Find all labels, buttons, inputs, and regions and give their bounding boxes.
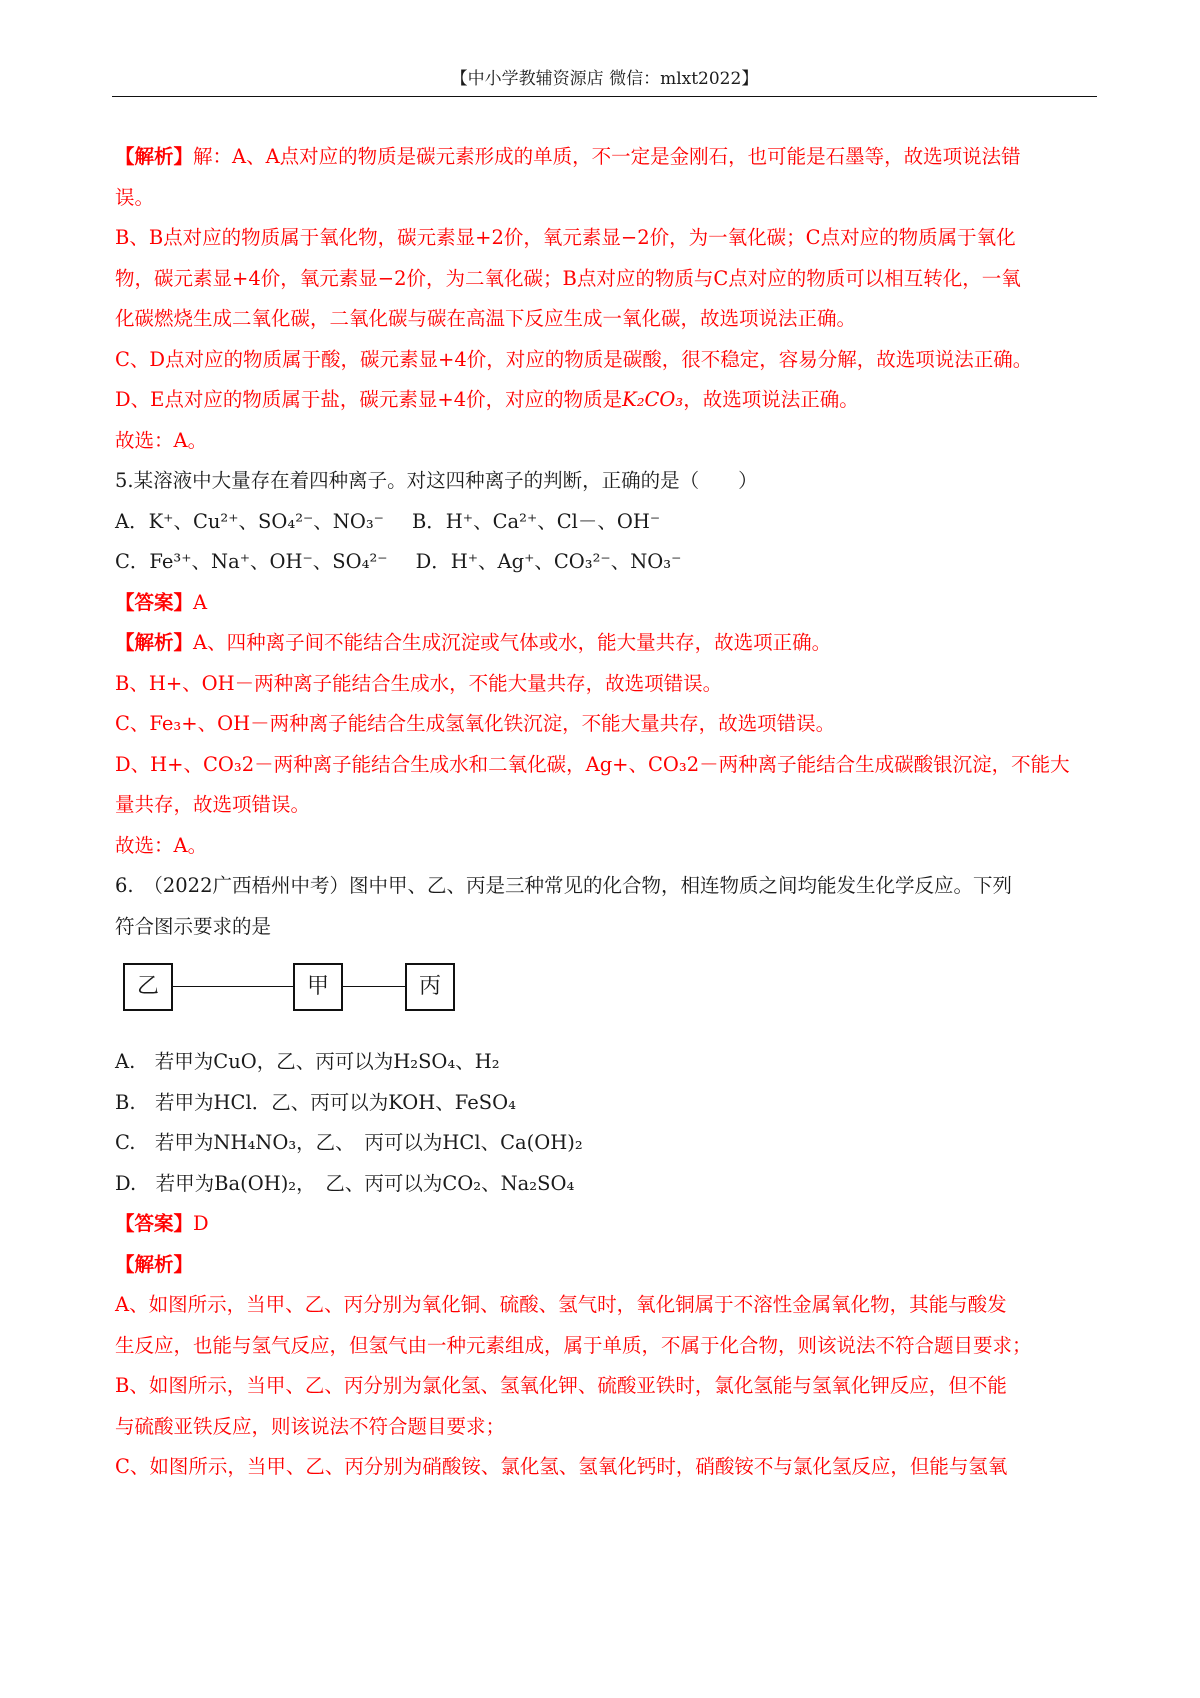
analysis-tag: 【解析】 — [115, 145, 194, 168]
q4-choice: 故选：A。 — [115, 428, 208, 452]
q5-option-c: C．Fe³⁺、Na⁺、OH⁻、SO₄²⁻ — [115, 550, 388, 573]
q6-stem-line-1: 6. （2022广西梧州中考）图中甲、乙、丙是三种常见的化合物，相连物质之间均能发生化学反应。下列 — [115, 874, 1012, 897]
q6-stem-line-2: 符合图示要求的是 — [115, 914, 272, 938]
q4-option-c-line: C、D点对应的物质属于酸，碳元素显+4价，对应的物质是碳酸，很不稳定，容易分解，故选项说法正确。 — [115, 347, 1033, 371]
answer-value: D — [193, 1212, 209, 1235]
q6-analysis-b-1: B、如图所示，当甲、乙、丙分别为氯化氢、氢氧化钾、硫酸亚铁时，氯化氢能与氢氧化钾反应，但不能 — [115, 1374, 1007, 1397]
analysis-tag: 【解析】 — [115, 631, 194, 654]
answer-tag: 【答案】 — [115, 1212, 194, 1235]
q5-option-a: A．K⁺、Cu²⁺、SO₄²⁻、NO₃⁻ — [115, 509, 384, 533]
q5-analysis-b: B、H+、OH－两种离子能结合生成水，不能大量共存，故选项错误。 — [115, 671, 723, 695]
diagram-connector-left — [173, 986, 293, 987]
answer-tag: 【答案】 — [115, 590, 194, 614]
q6-option-d: D. 若甲为Ba(OH)₂， 乙、丙可以为CO₂、Na₂SO₄ — [115, 1171, 575, 1195]
q5-analysis-d-1: D、H+、CO₃2－两种离子能结合生成水和二氧化碳，Ag+、CO₃2－两种离子能结合生成碳酸银沉淀，不能大 — [115, 752, 1070, 776]
q5-choice: 故选：A。 — [115, 833, 208, 857]
diagram-connector-right — [343, 986, 405, 987]
q4-option-b-line-1: B、B点对应的物质属于氧化物，碳元素显+2价，氧元素显−2价，为一氧化碳；C点对应的物质属于氧化 — [115, 226, 1016, 249]
q5-stem: 5.某溶液中大量存在着四种离子。对这四种离子的判断，正确的是（ ） — [115, 469, 758, 492]
q6-analysis-b-2: 与硫酸亚铁反应，则该说法不符合题目要求； — [115, 1414, 506, 1438]
q4-d-pre: D、E点对应的物质属于盐，碳元素显+4价，对应的物质是 — [115, 388, 623, 411]
diagram-box-jia: 甲 — [293, 963, 343, 1011]
q5-option-d: D．H⁺、Ag⁺、CO₃²⁻、NO₃⁻ — [415, 550, 682, 573]
diagram-box-bing: 丙 — [405, 963, 455, 1011]
header-rule — [112, 96, 1097, 97]
analysis-text: 解：A、A点对应的物质是碳元素形成的单质，不一定是金刚石，也可能是石墨等，故选项说法错 — [193, 145, 1021, 168]
q6-analysis-c-1: C、如图所示，当甲、乙、丙分别为硝酸铵、氯化氢、氢氧化钙时，硝酸铵不与氯化氢反应，但能与氢氧 — [115, 1455, 1008, 1478]
q4-option-b-line-3: 化碳燃烧生成二氧化碳，二氧化碳与碳在高温下反应生成一氧化碳，故选项说法正确。 — [115, 307, 857, 330]
q6-reaction-diagram — [115, 947, 1095, 1042]
q6-option-a: A. 若甲为CuO，乙、丙可以为H₂SO₄、H₂ — [115, 1050, 500, 1073]
q6-analysis-a-1: A、如图所示，当甲、乙、丙分别为氧化铜、硫酸、氢气时，氧化铜属于不溶性金属氧化物，其能与酸发 — [115, 1293, 1007, 1316]
q5-analysis-c: C、Fe₃+、OH－两种离子能结合生成氢氧化铁沉淀，不能大量共存，故选项错误。 — [115, 712, 836, 735]
q5-analysis-line-1 — [115, 623, 1095, 664]
q6-option-c: C. 若甲为NH₄NO₃，乙、 丙可以为HCl、Ca(OH)₂ — [115, 1131, 583, 1154]
document-body — [115, 137, 1095, 1488]
q5-answer — [115, 583, 1095, 624]
page-header: 【中小学教辅资源店 微信：mlxt2022】 — [450, 69, 759, 89]
diagram-box-yi: 乙 — [123, 963, 173, 1011]
q4-d-post: ，故选项说法正确。 — [683, 388, 859, 411]
q6-analysis-a-2: 生反应，也能与氢气反应，但氢气由一种元素组成，属于单质，不属于化合物，则该说法不符合题目要求； — [115, 1333, 1032, 1357]
q4-d-formula: K₂CO₃ — [622, 388, 684, 411]
q5-analysis-d-2: 量共存，故选项错误。 — [115, 793, 311, 816]
q5-options-ab — [115, 502, 1095, 543]
q6-option-b: B. 若甲为HCl．乙、丙可以为KOH、FeSO₄ — [115, 1090, 516, 1114]
q4-analysis-line-2: 误。 — [115, 185, 155, 209]
q6-answer — [115, 1204, 1095, 1245]
q5-option-b: B．H⁺、Ca²⁺、Cl－、OH⁻ — [411, 509, 661, 533]
q6-analysis-tag: 【解析】 — [115, 1252, 194, 1276]
q5-options-cd — [115, 542, 1095, 583]
answer-value: A — [193, 590, 208, 614]
q4-option-b-line-2: 物，碳元素显+4价，氧元素显−2价，为二氧化碳；B点对应的物质与C点对应的物质可以相互转化，一氧 — [115, 266, 1021, 290]
q4-option-d-line — [115, 380, 1095, 421]
analysis-text: A、四种离子间不能结合生成沉淀或气体或水，能大量共存，故选项正确。 — [193, 631, 832, 654]
q4-analysis-line-1 — [115, 137, 1095, 178]
